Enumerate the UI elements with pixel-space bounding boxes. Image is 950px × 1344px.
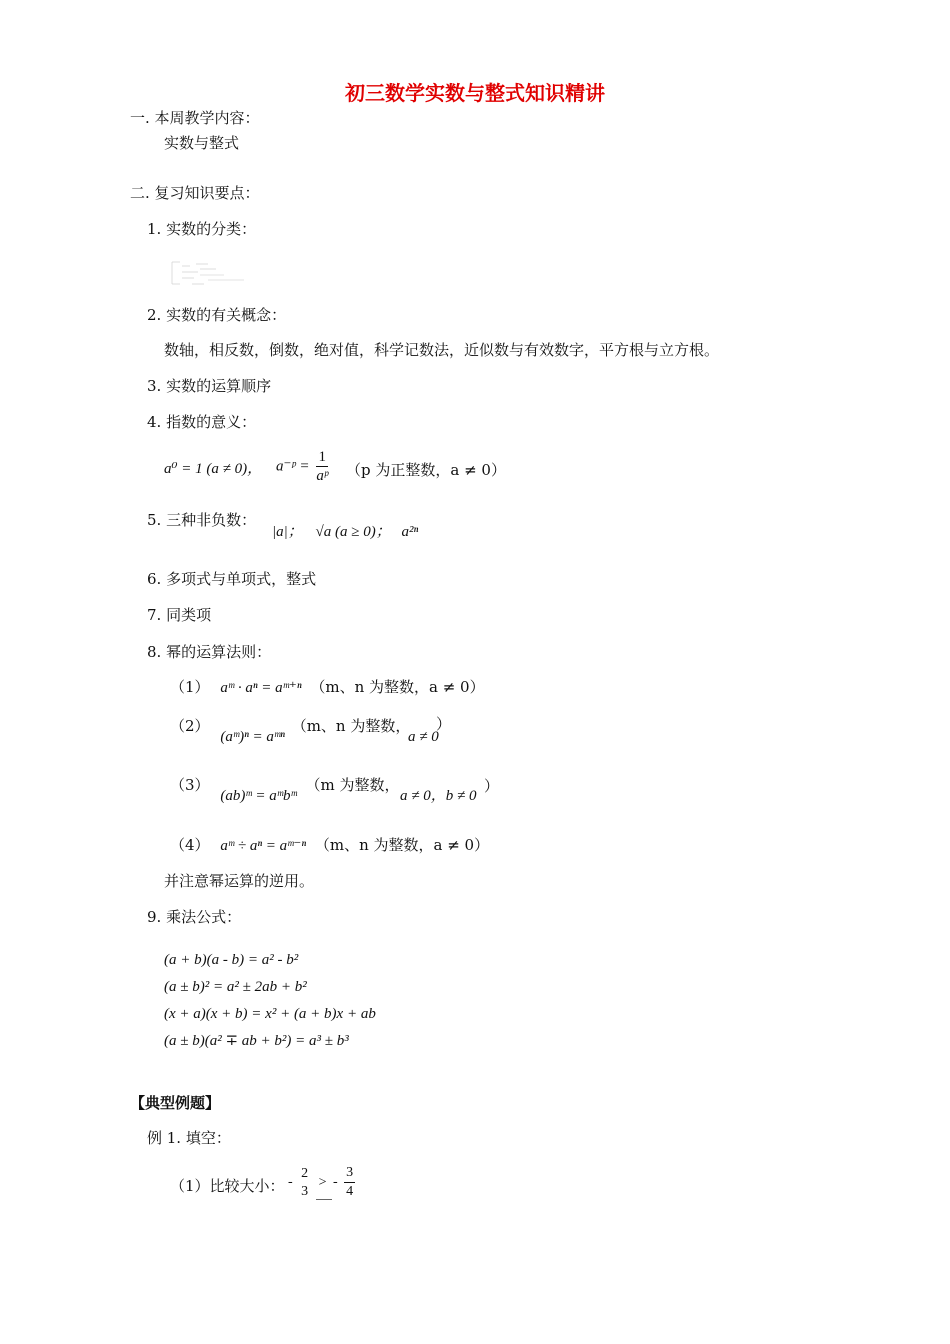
answer-blank-line [316,1199,332,1200]
mult-formula-3: (x + a)(x + b) = x² + (a + b)x + ab [164,1006,376,1022]
minus-sign-left: - [288,1174,293,1190]
power-rule-3-close: ） [484,777,500,795]
power-rule-4-note: （m、n 为整数，a ≠ 0） [314,836,490,854]
power-rule-2-note: （m、n 为整数， [291,717,411,735]
power-rule-1-formula: aᵐ · aⁿ = aᵐ⁺ⁿ [220,680,302,696]
mult-formula-2: (a ± b)² = a² ± 2ab + b² [164,979,307,995]
section-1-heading: 一. 本周教学内容： [130,109,260,127]
minus-sign-right: - [332,1174,338,1190]
mult-formula-4: (a ± b)(a² ∓ ab + b²) = a³ ± b³ [164,1033,349,1049]
section-1-content: 实数与整式 [164,134,240,152]
item-3-operation-order: 3. 实数的运算顺序 [147,377,272,395]
power-rule-2-formula: (aᵐ)ⁿ = aᵐⁿ [220,729,285,745]
power-rule-1-index: （1） [170,678,210,696]
power-rule-4 [170,835,489,856]
example-1-question-1-label: （1）比较大小： [170,1177,285,1195]
power-rules-note: 并注意幂运算的逆用。 [164,872,315,890]
absolute-value-form: |a|； [272,524,303,540]
power-rule-3-formula: (ab)ᵐ = aᵐbᵐ [220,788,297,804]
examples-header: 【典型例题】 [130,1094,221,1112]
left-fraction [299,1165,310,1201]
example-1-comparison [288,1164,357,1208]
item-7-like-terms: 7. 同类项 [147,606,212,624]
left-fraction-numerator: 2 [301,1165,309,1181]
power-rule-2-index: （2） [170,717,210,735]
item-6-polynomials: 6. 多项式与单项式，整式 [147,570,317,588]
fraction-denominator: aᵖ [316,468,329,484]
fraction-numerator: 1 [316,448,328,467]
document-title: 初三数学实数与整式知识精讲 [345,81,605,105]
section-2-heading: 二. 复习知识要点： [130,184,260,202]
item-9-multiplication-formulas: 9. 乘法公式： [147,908,242,926]
item-2-related-concepts: 2. 实数的有关概念： [147,306,287,324]
nonnegative-forms [272,521,418,542]
item-1-real-number-classification: 1. 实数的分类： [147,220,257,238]
power-rule-2-close: ） [436,715,452,733]
item-5-nonnegative-numbers: 5. 三种非负数： [147,511,257,529]
power-rule-4-index: （4） [170,836,210,854]
mult-formula-1: (a + b)(a - b) = a² - b² [164,952,299,968]
right-fraction-denominator: 4 [346,1184,354,1199]
square-root-form: a (a ≥ 0)； [323,524,391,540]
left-fraction-denominator: 3 [301,1183,309,1199]
power-rule-2-condition: a ≠ 0 [408,729,439,745]
item-8-power-rules: 8. 幂的运算法则： [147,643,272,661]
power-rule-1 [170,677,485,698]
exponent-negative-lhs: a⁻ᵖ = [276,458,310,475]
exponent-negative-fraction [316,448,328,485]
comparison-symbol: > [318,1174,327,1190]
power-rule-4-formula: aᵐ ÷ aⁿ = aᵐ⁻ⁿ [220,838,307,854]
even-power-form: a²ⁿ [401,524,419,540]
exponent-note: （p 为正整数，a ≠ 0） [346,461,506,479]
power-rule-3-index: （3） [170,776,210,794]
power-rule-2 [170,716,411,745]
example-1-label: 例 1. 填空： [147,1129,231,1147]
power-rule-1-note: （m、n 为整数，a ≠ 0） [310,678,485,696]
classification-tree-diagram [168,258,246,288]
right-fraction [344,1164,355,1201]
power-rule-3-note: （m 为整数， [305,776,400,794]
item-4-exponent-meaning: 4. 指数的意义： [147,413,257,431]
sqrt-symbol-icon: √ [315,524,324,540]
right-fraction-numerator: 3 [344,1164,355,1183]
power-rule-3-condition: a ≠ 0，b ≠ 0 [400,788,477,804]
exponent-negative-formula [276,448,330,492]
exponent-zero-text: a⁰ = 1 (a ≠ 0)， [164,461,263,477]
exponent-zero-formula [164,458,262,479]
item-2-body: 数轴，相反数，倒数，绝对值，科学记数法，近似数与有效数字，平方根与立方根。 [164,341,720,359]
power-rule-3 [170,775,400,804]
